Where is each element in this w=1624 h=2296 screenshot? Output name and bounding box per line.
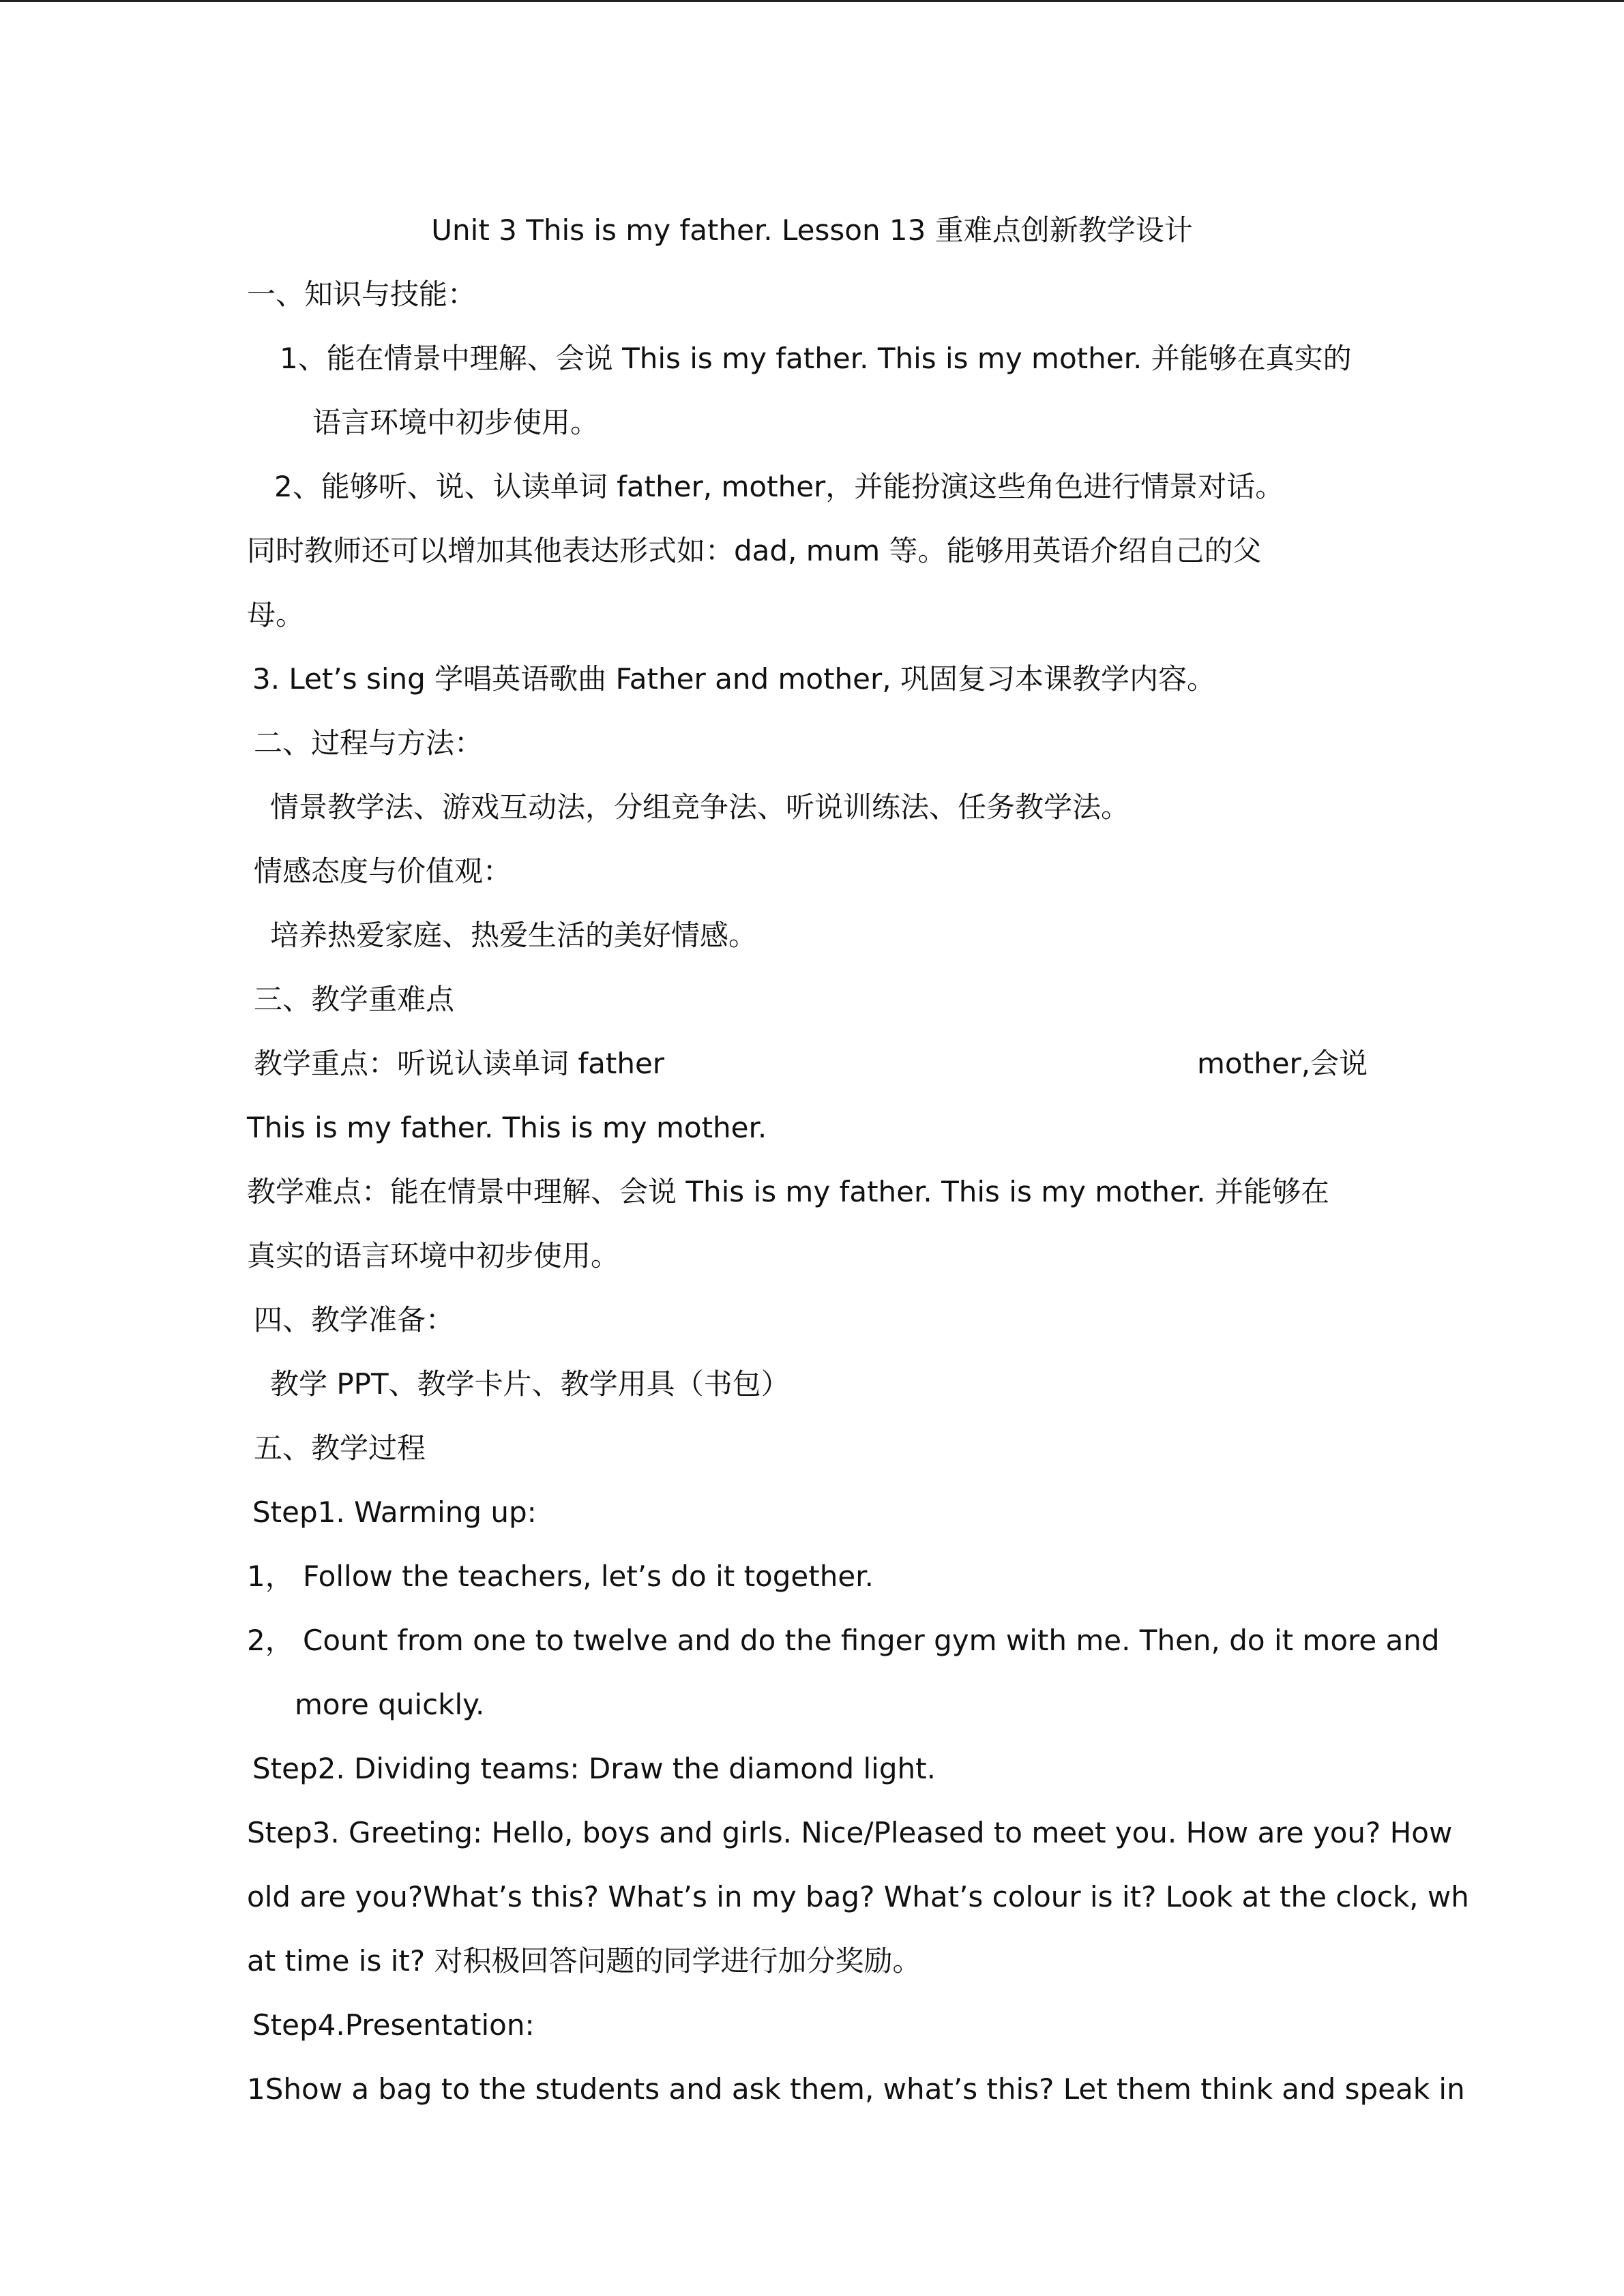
list-number: 1， [247, 1560, 294, 1593]
list-item: Follow the teachers, let’s do it together. [303, 1560, 874, 1593]
paragraph-line: 语言环境中初步使用。 [312, 406, 600, 439]
section-heading-attitude: 情感态度与价值观： [254, 854, 512, 888]
document-title: Unit 3 This is my father. Lesson 13 重难点创新教学设计 [431, 213, 1193, 247]
section-heading-process: 二、过程与方法： [254, 726, 484, 760]
list-item: Count from one to twelve and do the finger gym with me. Then, do it more and [303, 1624, 1440, 1657]
section-heading-preparation: 四、教学准备： [254, 1303, 455, 1337]
list-number: 2， [247, 1624, 294, 1657]
section-heading-procedure: 五、教学过程 [254, 1431, 426, 1465]
step-heading: Step4.Presentation: [252, 2008, 535, 2042]
paragraph-line: 同时教师还可以增加其他表达形式如：dad, mum 等。能够用英语介绍自己的父 [247, 534, 1262, 567]
paragraph-line: 培养热爱家庭、热爱生活的美好情感。 [270, 919, 758, 952]
paragraph-line: mother,会说 [1197, 1047, 1368, 1080]
paragraph-line: old are you?What’s this? What’s in my bag? What’s colour is it? Look at the clock, wh [247, 1880, 1469, 1913]
paragraph-line: Step3. Greeting: Hello, boys and girls. Nice/Pleased to meet you. How are you? How [247, 1816, 1453, 1849]
step-heading: Step2. Dividing teams: Draw the diamond light. [252, 1752, 936, 1785]
paragraph-line: 真实的语言环境中初步使用。 [247, 1239, 620, 1272]
section-heading-key-points: 三、教学重难点 [254, 983, 455, 1016]
paragraph-line: This is my father. This is my mother. [247, 1111, 767, 1144]
paragraph-line: at time is it? 对积极回答问题的同学进行加分奖励。 [247, 1944, 921, 1978]
paragraph-line: 情景教学法、游戏互动法，分组竞争法、听说训练法、任务教学法。 [270, 790, 1130, 824]
paragraph-line: 2、能够听、说、认读单词 father, mother，并能扮演这些角色进行情景对话。 [274, 470, 1284, 503]
paragraph-line: 母。 [247, 598, 305, 631]
paragraph-line: 1、能在情景中理解、会说 This is my father. This is my mother. 并能够在真实的 [280, 342, 1352, 375]
paragraph-line: 1Show a bag to the students and ask them, what’s this? Let them think and speak in [247, 2072, 1465, 2106]
step-heading: Step1. Warming up: [252, 1495, 537, 1529]
paragraph-line: 教学重点：听说认读单词 father [254, 1047, 665, 1080]
paragraph-line: 教学难点：能在情景中理解、会说 This is my father. This is my mother. 并能够在 [247, 1175, 1329, 1208]
list-item: more quickly. [295, 1688, 485, 1721]
section-heading-knowledge: 一、知识与技能： [247, 278, 477, 311]
paragraph-line: 教学 PPT、教学卡片、教学用具（书包） [270, 1367, 790, 1401]
paragraph-line: 3. Let’s sing 学唱英语歌曲 Father and mother, 巩固复习本课教学内容。 [252, 662, 1215, 696]
